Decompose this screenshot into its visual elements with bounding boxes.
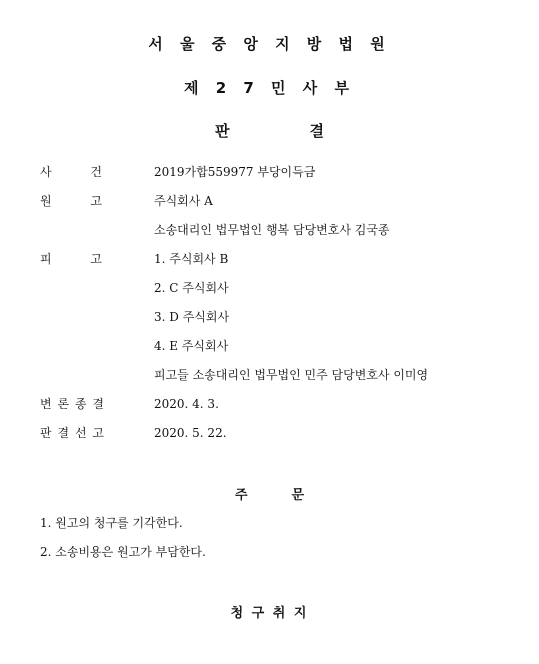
closing-label: 변 론 종 결 bbox=[40, 397, 104, 411]
defendant-item-1: 1. 주식회사 B bbox=[154, 252, 229, 266]
case-label: 사 건 bbox=[40, 165, 102, 179]
defendant-attorney: 피고들 소송대리인 법무법인 민주 담당변호사 이미영 bbox=[154, 368, 429, 382]
defendant-item-2: 2. C 주식회사 bbox=[154, 281, 229, 295]
plaintiff-name: 주식회사 A bbox=[154, 194, 213, 208]
judgment-title bbox=[0, 120, 539, 141]
case-value: 2019가합559977 부당이득금 bbox=[154, 165, 316, 179]
sentencing-date: 2020. 5. 22. bbox=[154, 426, 227, 440]
sentencing-label: 판 결 선 고 bbox=[40, 426, 104, 440]
order-heading: 주 문 bbox=[234, 488, 305, 503]
plaintiff-attorney: 소송대리인 법무법인 행복 담당변호사 김국종 bbox=[154, 223, 390, 237]
court-name: 서 울 중 앙 지 방 법 원 bbox=[148, 35, 391, 53]
closing-date: 2020. 4. 3. bbox=[154, 397, 219, 411]
defendant-label: 피 고 bbox=[40, 252, 102, 266]
plaintiff-label: 원 고 bbox=[40, 194, 102, 208]
order-item-2: 2. 소송비용은 원고가 부담한다. bbox=[40, 545, 206, 559]
division-name: 제 2 7 민 사 부 bbox=[184, 79, 355, 97]
defendant-item-4: 4. E 주식회사 bbox=[154, 339, 229, 353]
judgment-title-left: 판 bbox=[215, 122, 230, 140]
judgment-title-right: 결 bbox=[309, 122, 324, 140]
claim-heading: 청 구 취 지 bbox=[230, 606, 309, 621]
order-item-1: 1. 원고의 청구를 기각한다. bbox=[40, 516, 183, 530]
defendant-item-3: 3. D 주식회사 bbox=[154, 310, 230, 324]
